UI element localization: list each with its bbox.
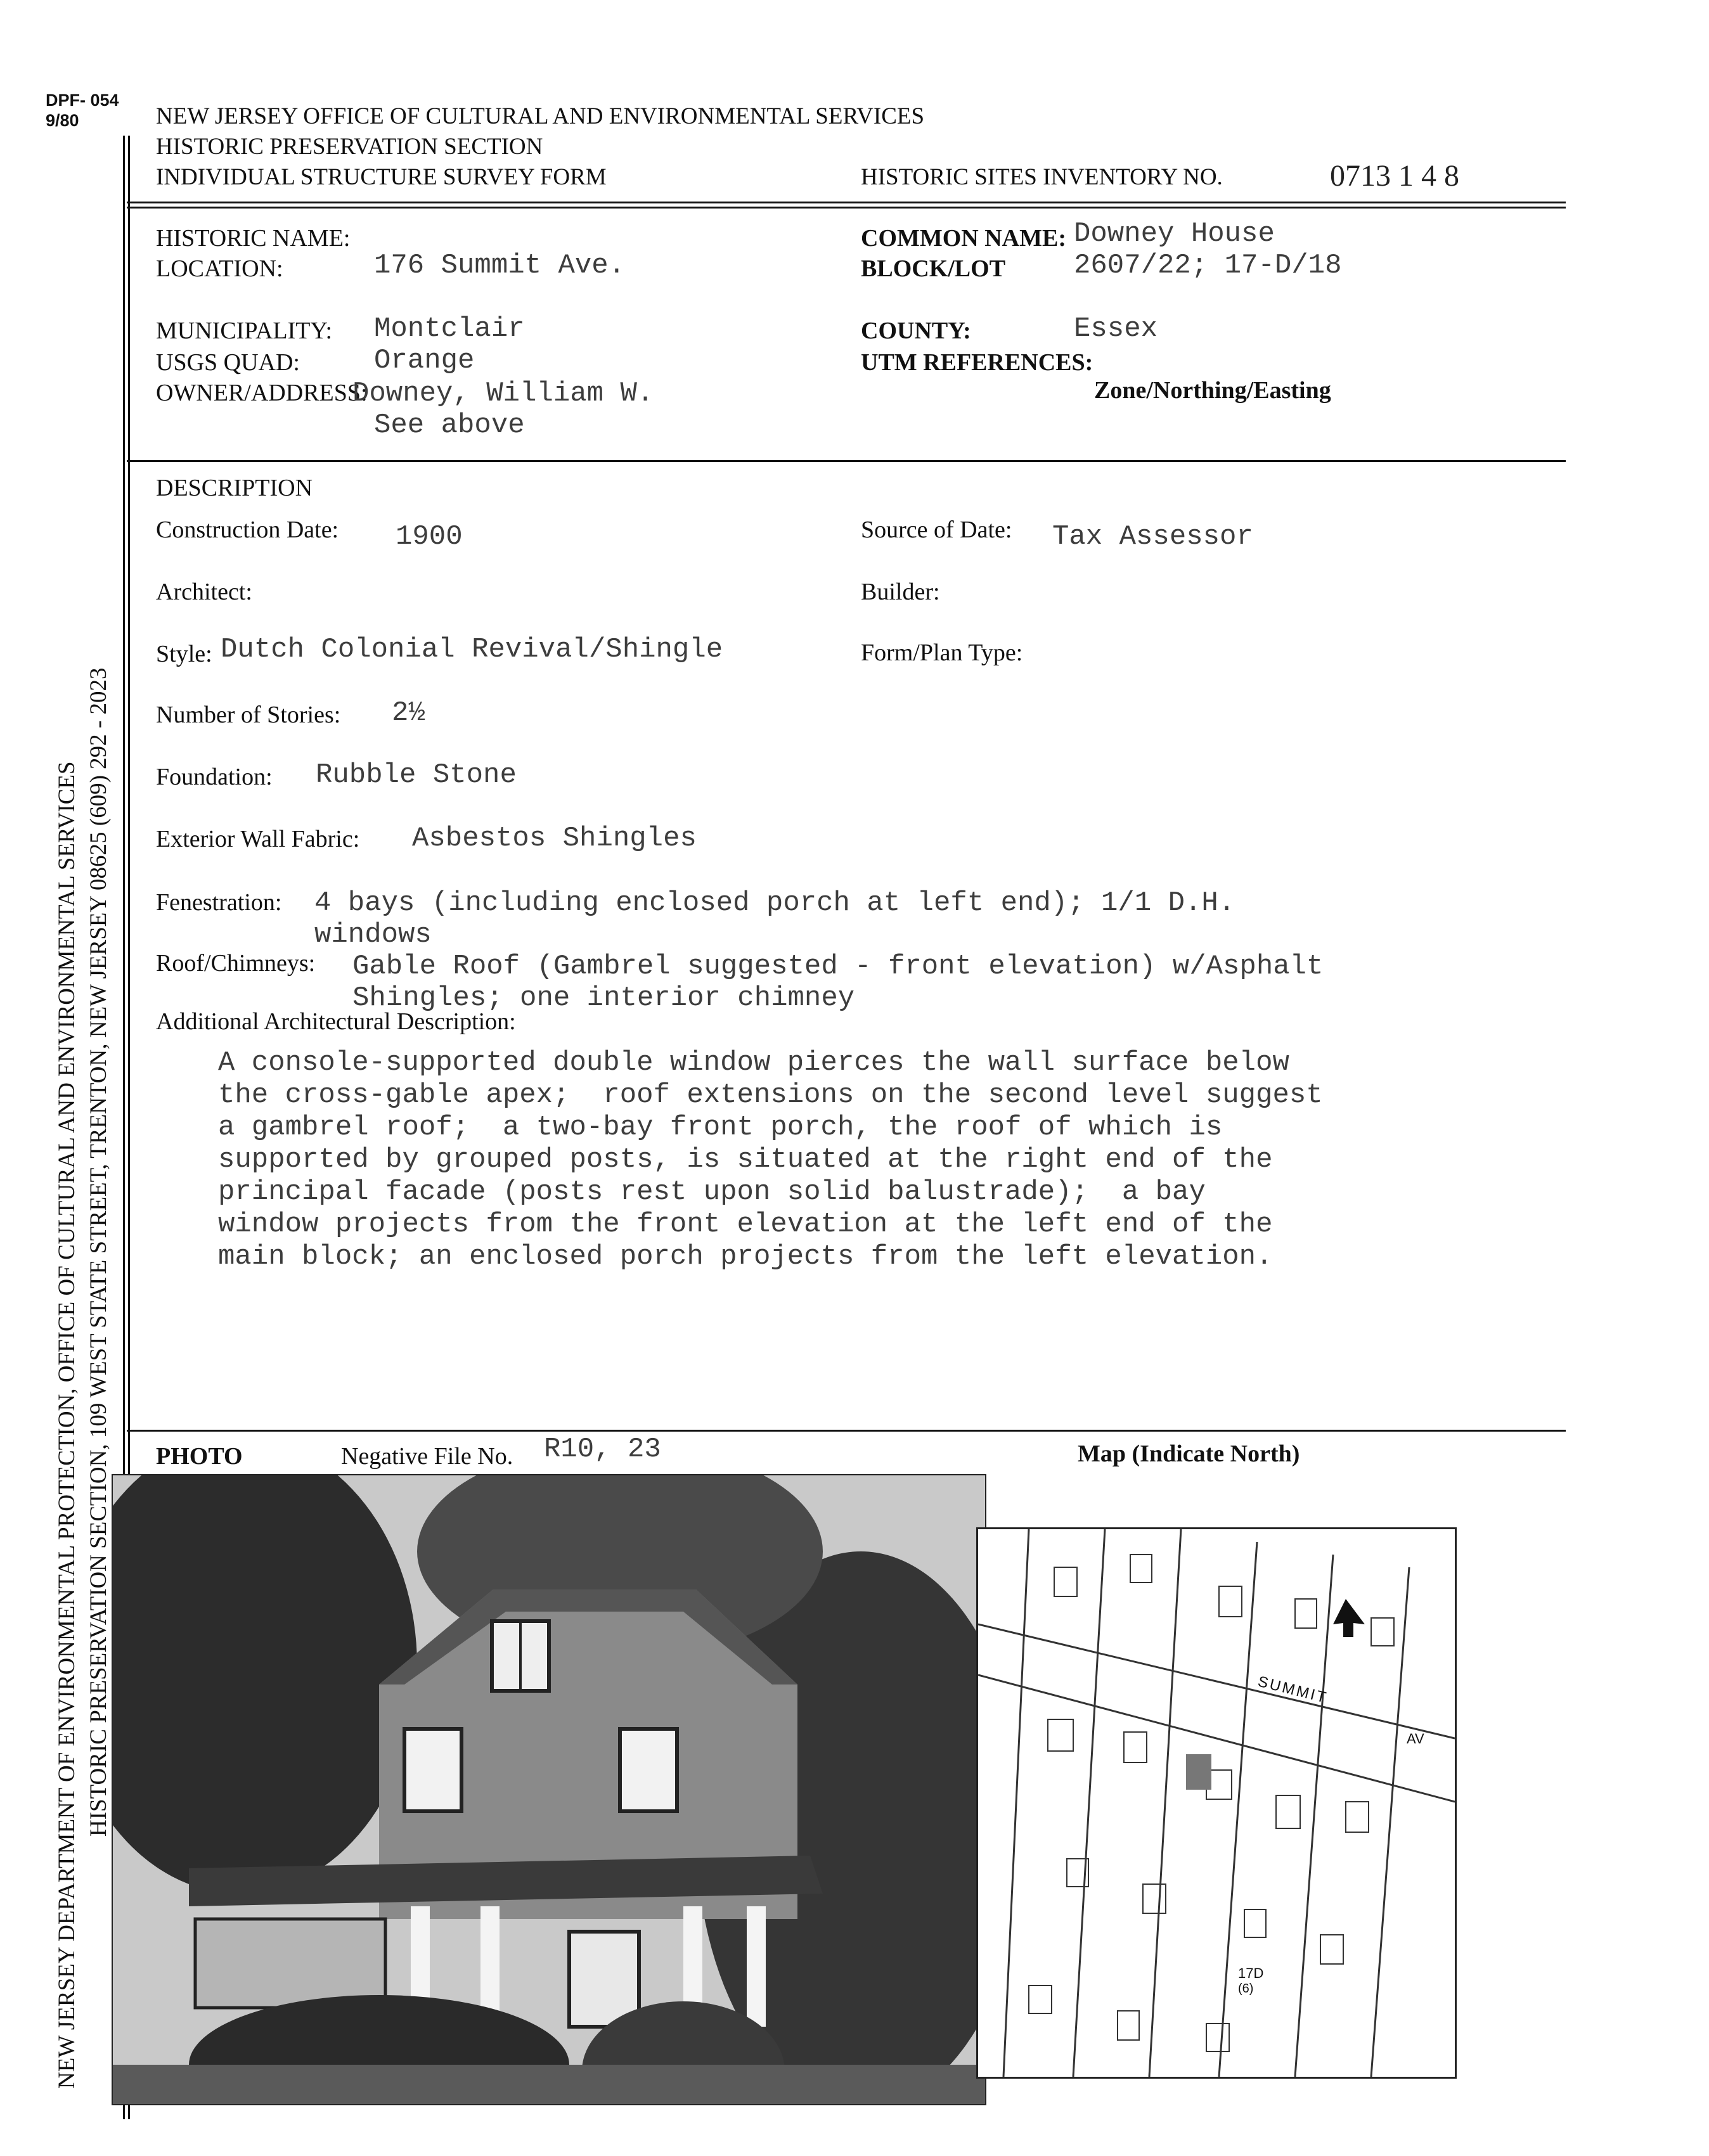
location-value: 176 Summit Ave. [374,250,626,281]
foundation-value: Rubble Stone [316,759,517,791]
municipality-value: Montclair [374,313,525,345]
fenestration-value-line2: windows [314,919,432,951]
photo-label: PHOTO [156,1443,243,1470]
architect-label: Architect: [156,579,252,605]
house-photo [112,1474,986,2105]
owner-name-value: Downey, William W. [352,378,654,409]
agency-title: NEW JERSEY OFFICE OF CULTURAL AND ENVIRONMENTAL SERVICES [156,103,925,129]
exterior-wall-label: Exterior Wall Fabric: [156,826,360,852]
house-photo-drawing [113,1475,985,2104]
description-divider [127,1430,1566,1432]
location-label: LOCATION: [156,255,283,282]
identification-divider [127,460,1566,462]
header-divider-bottom [127,207,1566,209]
side-text-address: HISTORIC PRESERVATION SECTION, 109 WEST STATE STREET, TRENTON, NEW JERSEY 08625 (609) 292 - 2023 [86,667,112,1837]
owner-address-value: See above [374,409,525,441]
form-code [46,90,119,131]
style-value: Dutch Colonial Revival/Shingle [221,634,723,665]
construction-date-label: Construction Date: [156,517,339,543]
fenestration-value-line1: 4 bays (including enclosed porch at left end); 1/1 D.H. [314,887,1235,919]
block-lot-label: BLOCK/LOT [861,255,1006,282]
form-code-number: DPF- 054 [46,91,119,110]
map-street-suffix: AV [1407,1731,1424,1747]
map-lot-sub: (6) [1238,1982,1254,1996]
municipality-label: MUNICIPALITY: [156,318,333,344]
foundation-label: Foundation: [156,764,273,790]
header-divider-top [127,202,1566,203]
source-of-date-value: Tax Assessor [1052,521,1253,553]
negative-file-label: Negative File No. [341,1443,513,1470]
location-map [976,1527,1457,2079]
utm-references-label: UTM REFERENCES: [861,349,1093,376]
additional-description-text: A console-supported double window pierces the wall surface below the cross-gable apex; roof extensions on the second level suggest a gambrel roof; a two-bay front porch, the roof of which is supported by grouped posts, is situated at the right end of the principal facade (posts rest upon solid balustrade); a bay window projects from the front elevation at the left end of the main block; an enclosed porch projects from the left elevation. [218,1047,1323,1273]
county-value: Essex [1074,313,1158,345]
side-text-department: NEW JERSEY DEPARTMENT OF ENVIRONMENTAL PROTECTION, OFFICE OF CULTURAL AND ENVIRONMENTAL SERVICES [54,761,80,2089]
usgs-quad-value: Orange [374,345,475,376]
inventory-label: HISTORIC SITES INVENTORY NO. [861,164,1223,190]
inventory-number: 0713 1 4 8 [1330,159,1459,193]
form-code-date: 9/80 [46,111,79,130]
stories-value: 2½ [392,697,425,729]
location-map-drawing [978,1529,1455,2077]
north-arrow-icon [1333,1599,1365,1637]
common-name-label: COMMON NAME: [861,225,1066,252]
roof-chimneys-label: Roof/Chimneys: [156,950,316,977]
map-lot-label: 17D [1238,1965,1264,1981]
additional-description-label: Additional Architectural Description: [156,1008,516,1035]
subject-lot-marker [1186,1754,1211,1790]
exterior-wall-value: Asbestos Shingles [412,823,697,854]
utm-subheading: Zone/Northing/Easting [1094,377,1331,404]
negative-file-value: R10, 23 [544,1434,661,1465]
builder-label: Builder: [861,579,940,605]
roof-value-line2: Shingles; one interior chimney [352,982,855,1014]
description-heading: DESCRIPTION [156,475,313,501]
construction-date-value: 1900 [396,521,463,553]
county-label: COUNTY: [861,318,971,344]
roof-value-line1: Gable Roof (Gambrel suggested - front elevation) w/Asphalt [352,951,1324,982]
map-street-label: SUMMIT [1256,1672,1330,1707]
usgs-quad-label: USGS QUAD: [156,349,300,376]
form-plan-type-label: Form/Plan Type: [861,639,1023,666]
fenestration-label: Fenestration: [156,889,282,916]
owner-address-label: OWNER/ADDRESS: [156,380,368,406]
stories-label: Number of Stories: [156,702,341,728]
common-name-value: Downey House [1074,218,1275,250]
historic-name-label: HISTORIC NAME: [156,225,351,252]
block-lot-value: 2607/22; 17-D/18 [1074,250,1342,281]
section-title: HISTORIC PRESERVATION SECTION [156,134,543,160]
map-label: Map (Indicate North) [1078,1441,1300,1467]
form-title: INDIVIDUAL STRUCTURE SURVEY FORM [156,164,607,190]
style-label: Style: [156,641,212,667]
source-of-date-label: Source of Date: [861,517,1012,543]
